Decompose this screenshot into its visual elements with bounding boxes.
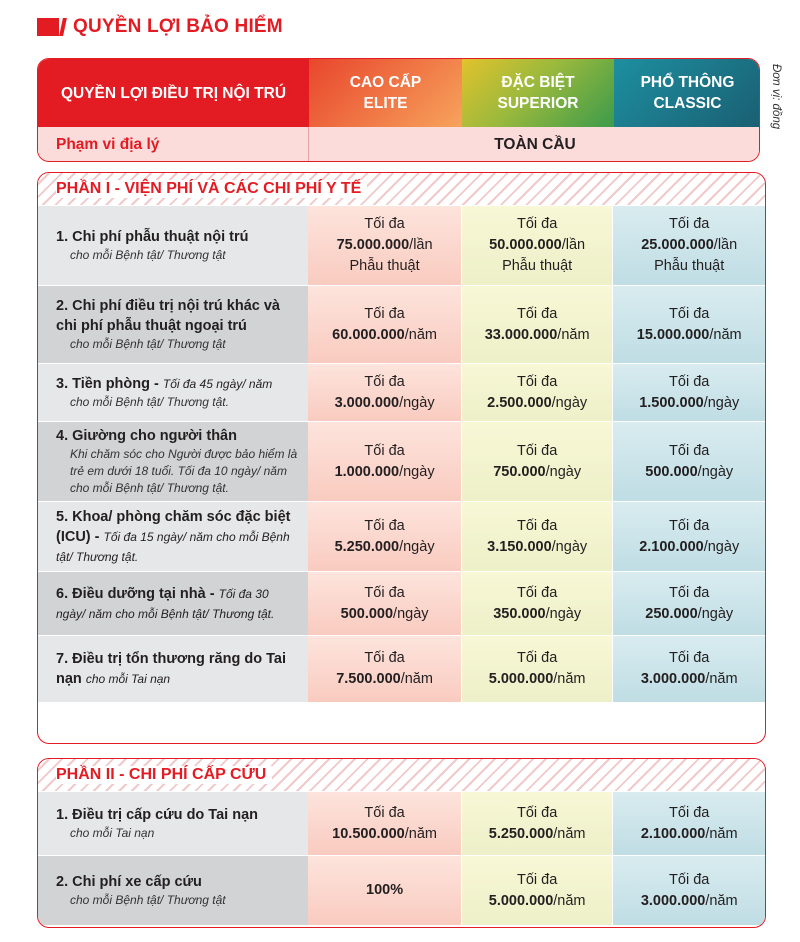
benefit-amount-line xyxy=(487,393,587,414)
row-label-note: Tối đa 45 ngày/ năm xyxy=(162,377,273,391)
benefit-amount: 3.000.000 xyxy=(640,892,706,909)
benefit-amount: 60.000.000 xyxy=(332,326,405,343)
benefit-amount: 3.000.000 xyxy=(334,394,400,411)
benefit-amount-line xyxy=(341,604,429,625)
benefit-cell-elite xyxy=(308,422,461,501)
benefit-cell-sup xyxy=(461,286,613,363)
benefit-prefix: Tối đa xyxy=(516,305,558,322)
benefit-unit: /năm xyxy=(705,892,738,909)
benefit-cell-cls xyxy=(612,364,765,421)
benefit-cell-sup xyxy=(461,572,613,635)
benefit-suffix: Phẫu thuật xyxy=(654,258,725,274)
row-label-text: 4. Giường cho người thân xyxy=(56,428,237,444)
scope-row xyxy=(38,127,760,162)
row-label xyxy=(38,856,308,925)
benefit-unit: /năm xyxy=(553,671,586,687)
benefit-cell-cls xyxy=(612,856,765,925)
benefit-amount: 15.000.000 xyxy=(636,326,710,343)
row-label xyxy=(38,206,308,285)
header-plan-classic: PHỔ THÔNG CLASSIC xyxy=(614,59,760,127)
table-row xyxy=(38,421,765,501)
row-label-sub: Khi chăm sóc cho Người được bảo hiểm là trẻ em dưới 18 tuổi. Tối đa 10 ngày/ năm cho mỗi Bệnh tật/ Thương tật. xyxy=(70,447,298,495)
row-label xyxy=(38,422,308,501)
benefit-amount: 1.500.000 xyxy=(639,394,704,411)
benefit-amount-line xyxy=(645,604,733,625)
row-label-text: 2. Chi phí điều trị nội trú khác và chi phí phẫu thuật ngoại trú xyxy=(56,298,280,334)
benefit-amount: 5.250.000 xyxy=(334,538,400,555)
benefit-prefix: Tối đa xyxy=(516,216,558,232)
benefit-prefix: Tối đa xyxy=(364,373,405,390)
benefit-unit: /ngày xyxy=(703,394,740,411)
row-label-sub: cho mỗi Bệnh tật/ Thương tật. xyxy=(70,395,229,409)
scope-label: Phạm vi địa lý xyxy=(38,127,309,162)
page-title-bar xyxy=(37,15,283,39)
benefit-amount: 33.000.000 xyxy=(484,326,558,343)
benefit-cell-elite xyxy=(308,636,461,702)
section-1-header: PHẦN I - VIỆN PHÍ VÀ CÁC CHI PHÍ Y TẾ xyxy=(38,173,765,205)
benefit-cell-cls xyxy=(612,792,765,855)
section-2 xyxy=(37,758,766,928)
row-label-sub: cho mỗi Bệnh tật/ Thương tật xyxy=(70,248,226,262)
benefit-amount-line xyxy=(332,824,437,845)
benefit-amount-line xyxy=(645,462,733,483)
row-label-sub: cho mỗi Bệnh tật/ Thương tật xyxy=(70,893,226,907)
section-2-header: PHẦN II - CHI PHÍ CẤP CỨU xyxy=(38,759,765,791)
page-title: QUYỀN LỢI BẢO HIỂM xyxy=(73,16,283,37)
benefit-unit: /ngày xyxy=(399,463,435,480)
benefit-amount-line xyxy=(637,325,742,346)
table-row xyxy=(38,205,765,285)
benefit-amount-line xyxy=(335,537,435,558)
benefit-amount: 2.500.000 xyxy=(487,394,552,411)
benefit-prefix: Tối đa xyxy=(516,584,558,601)
benefit-prefix: Tối đa xyxy=(669,804,710,821)
row-label-text: 3. Tiền phòng - xyxy=(56,376,159,392)
benefit-suffix: Phẫu thuật xyxy=(502,258,573,274)
benefit-unit: /ngày xyxy=(697,463,734,480)
benefit-unit: /ngày xyxy=(399,538,435,555)
unit-note: Đơn vị: đồng xyxy=(770,64,782,130)
row-label-main xyxy=(56,805,300,825)
benefit-amount: 5.250.000 xyxy=(488,825,554,842)
benefit-amount: 25.000.000 xyxy=(641,237,714,253)
benefit-unit: /năm xyxy=(404,825,437,842)
benefit-prefix: Tối đa xyxy=(669,442,710,459)
row-label xyxy=(38,502,308,571)
benefit-amount: 100% xyxy=(366,882,404,898)
benefit-unit: /ngày xyxy=(551,394,588,411)
row-label-text: 1. Chi phí phẫu thuật nội trú xyxy=(56,229,249,245)
row-label-main xyxy=(56,374,300,394)
table-row xyxy=(38,635,765,702)
table-row xyxy=(38,855,765,925)
benefit-prefix: Tối đa xyxy=(669,305,710,322)
benefit-prefix: Tối đa xyxy=(669,216,710,232)
benefit-amount: 1.000.000 xyxy=(334,463,400,480)
benefit-prefix: Tối đa xyxy=(516,871,558,888)
row-label-main xyxy=(56,872,300,892)
benefit-unit: /lần xyxy=(409,237,433,253)
header-plan-superior: ĐẶC BIỆT SUPERIOR xyxy=(462,59,614,127)
benefit-cell-elite xyxy=(308,572,461,635)
benefit-prefix: Tối đa xyxy=(516,373,558,390)
benefit-cell-cls xyxy=(612,636,765,702)
benefit-cell-elite xyxy=(308,856,461,925)
benefit-amount-line xyxy=(639,537,739,558)
benefit-amount-line xyxy=(493,462,581,483)
benefit-unit: /ngày xyxy=(545,605,582,622)
benefit-amount-line xyxy=(641,235,737,256)
benefit-prefix: Tối đa xyxy=(669,584,710,601)
row-label xyxy=(38,792,308,855)
benefit-amount: 7.500.000 xyxy=(336,671,401,687)
header-main-title: QUYỀN LỢI ĐIỀU TRỊ NỘI TRÚ xyxy=(38,59,309,127)
row-label-text: 2. Chi phí xe cấp cứu xyxy=(56,874,202,890)
benefit-amount-line xyxy=(335,462,435,483)
row-label-main xyxy=(56,426,300,446)
benefit-amount-line xyxy=(489,235,585,256)
benefit-cell-cls xyxy=(612,422,765,501)
benefit-unit: /ngày xyxy=(545,463,582,480)
benefit-unit: /năm xyxy=(553,825,586,842)
benefit-cell-sup xyxy=(461,636,613,702)
benefit-suffix: Phẫu thuật xyxy=(349,258,420,274)
benefit-unit: /năm xyxy=(705,671,738,687)
table-row xyxy=(38,571,765,635)
benefit-amount-line xyxy=(337,235,433,256)
benefit-amount: 500.000 xyxy=(340,605,394,622)
row-label-note: Tối đa 30 ngày/ năm cho mỗi Bệnh tật/ Thương tật. xyxy=(56,586,275,621)
row-label xyxy=(38,286,308,363)
benefit-unit: /năm xyxy=(709,326,742,343)
row-label-sub: cho mỗi Tai nạn xyxy=(70,826,155,840)
table-row xyxy=(38,285,765,363)
benefit-unit: /năm xyxy=(557,326,590,343)
row-label xyxy=(38,572,308,635)
benefit-unit: /năm xyxy=(553,892,586,909)
benefit-amount-line xyxy=(489,891,586,912)
benefit-amount: 250.000 xyxy=(645,605,698,622)
benefit-unit: /ngày xyxy=(703,538,740,555)
benefit-amount: 50.000.000 xyxy=(489,237,562,253)
benefit-amount: 5.000.000 xyxy=(488,892,554,909)
benefit-prefix: Tối đa xyxy=(364,584,405,601)
benefit-prefix: Tối đa xyxy=(669,517,710,534)
benefit-amount-line xyxy=(639,393,739,414)
benefit-unit: /ngày xyxy=(697,605,734,622)
benefit-cell-cls xyxy=(612,572,765,635)
benefit-prefix: Tối đa xyxy=(669,373,710,390)
benefit-amount-line xyxy=(641,891,738,912)
benefit-amount: 350.000 xyxy=(493,605,546,622)
row-label xyxy=(38,636,308,702)
benefit-amount-line xyxy=(489,669,586,690)
header-table xyxy=(37,58,760,162)
benefit-amount-line xyxy=(336,669,433,690)
benefit-unit: /ngày xyxy=(393,605,429,622)
benefit-unit: /năm xyxy=(705,825,738,842)
benefit-cell-elite xyxy=(308,286,461,363)
table-row xyxy=(38,363,765,421)
row-label-text: 5. Khoa/ phòng chăm sóc đặc biệt (ICU) - xyxy=(56,508,291,545)
benefit-cell-elite xyxy=(308,364,461,421)
row-label-main xyxy=(56,227,300,247)
title-mark-icon xyxy=(37,18,65,36)
benefit-prefix: Tối đa xyxy=(516,442,558,459)
benefit-prefix: Tối đa xyxy=(516,517,558,534)
benefit-unit: /lần xyxy=(561,237,586,253)
benefit-cell-cls xyxy=(612,206,765,285)
row-label-main xyxy=(56,584,300,624)
row-label-text: 6. Điều dưỡng tại nhà - xyxy=(56,585,215,602)
benefit-prefix: Tối đa xyxy=(364,517,405,534)
benefit-prefix: Tối đa xyxy=(669,871,710,888)
benefit-amount-line xyxy=(493,604,581,625)
benefit-cell-elite xyxy=(308,792,461,855)
benefit-amount: 2.100.000 xyxy=(640,825,706,842)
header-plan-elite: CAO CẤP ELITE xyxy=(309,59,462,127)
benefit-prefix: Tối đa xyxy=(516,804,558,821)
row-label-note: cho mỗi Tai nạn xyxy=(85,672,171,686)
benefit-unit: /lần xyxy=(713,237,738,253)
benefit-amount: 750.000 xyxy=(493,463,546,480)
section-1 xyxy=(37,172,766,744)
benefit-amount-line xyxy=(487,537,587,558)
benefit-cell-sup xyxy=(461,856,613,925)
benefit-amount: 2.100.000 xyxy=(639,538,704,555)
benefit-cell-sup xyxy=(461,792,613,855)
benefit-unit: /ngày xyxy=(399,394,435,411)
benefit-amount-line xyxy=(366,880,403,901)
benefit-amount: 5.000.000 xyxy=(488,671,554,687)
benefit-unit: /ngày xyxy=(551,538,588,555)
benefit-unit: /năm xyxy=(404,326,437,343)
benefit-cell-sup xyxy=(461,502,613,571)
benefit-amount-line xyxy=(332,325,437,346)
section-2-rows xyxy=(38,791,765,925)
table-row xyxy=(38,791,765,855)
benefit-amount: 3.150.000 xyxy=(487,538,552,555)
benefit-amount: 3.000.000 xyxy=(640,671,706,687)
benefit-amount-line xyxy=(489,824,586,845)
scope-value: TOÀN CẦU xyxy=(494,136,576,153)
row-label-main xyxy=(56,649,300,689)
row-label-sub: cho mỗi Bệnh tật/ Thương tật xyxy=(70,337,226,351)
benefit-amount: 10.500.000 xyxy=(332,825,405,842)
benefit-unit: /năm xyxy=(400,671,433,687)
benefit-amount-line xyxy=(641,824,738,845)
section-1-rows xyxy=(38,205,765,702)
benefit-prefix: Tối đa xyxy=(364,442,405,459)
benefit-cell-sup xyxy=(461,422,613,501)
benefit-amount-line xyxy=(335,393,435,414)
row-label-text: 1. Điều trị cấp cứu do Tai nạn xyxy=(56,807,258,823)
benefit-amount: 500.000 xyxy=(645,463,698,480)
benefit-cell-elite xyxy=(308,502,461,571)
benefit-amount-line xyxy=(485,325,590,346)
benefit-amount-line xyxy=(641,669,738,690)
row-label-main xyxy=(56,507,300,567)
row-label-main xyxy=(56,296,300,336)
row-label xyxy=(38,364,308,421)
table-row xyxy=(38,501,765,571)
benefit-prefix: Tối đa xyxy=(364,305,405,322)
row-label-text: 7. Điều trị tổn thương răng do Tai nạn xyxy=(56,651,286,687)
benefit-cell-cls xyxy=(612,286,765,363)
benefit-amount: 75.000.000 xyxy=(336,237,410,253)
benefit-prefix: Tối đa xyxy=(364,804,405,821)
benefit-cell-cls xyxy=(612,502,765,571)
row-label-note: Tối đa 15 ngày/ năm cho mỗi Bệnh tật/ Thương tật. xyxy=(56,529,290,564)
benefit-prefix: Tối đa xyxy=(669,650,710,666)
benefit-cell-sup xyxy=(461,364,613,421)
benefit-cell-sup xyxy=(461,206,613,285)
benefit-prefix: Tối đa xyxy=(364,216,405,232)
benefit-prefix: Tối đa xyxy=(516,650,558,666)
benefit-cell-elite xyxy=(308,206,461,285)
benefit-prefix: Tối đa xyxy=(364,650,405,666)
